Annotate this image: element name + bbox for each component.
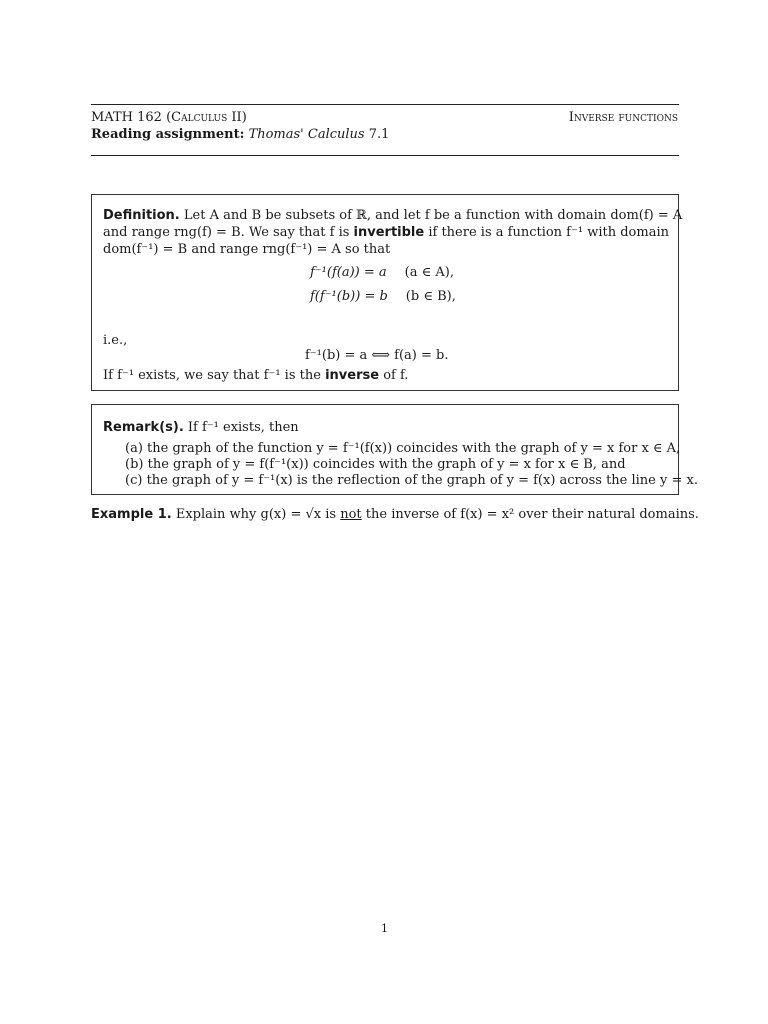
page-number: 1 — [381, 922, 388, 935]
definition-line-3: dom(f⁻¹) = B and range rng(f⁻¹) = A so that — [103, 242, 391, 257]
remark-box — [91, 404, 698, 495]
equation-3: f⁻¹(b) = a ⟺ f(a) = b. — [305, 348, 449, 363]
header-top-rule — [91, 104, 679, 105]
remark-item-b: (b) the graph of y = f(f⁻¹(x)) coincides with the graph of y = x for x ∈ B, and — [125, 457, 626, 472]
definition-box — [91, 194, 683, 391]
reading-assignment: Reading assignment: Thomas' Calculus 7.1 — [91, 127, 390, 142]
equation-1: f⁻¹(f(a)) = a (a ∈ A), — [310, 265, 454, 280]
invertible-term: invertible — [353, 225, 425, 240]
remark-label: Remark(s). — [103, 420, 184, 435]
topic-title: Inverse functions — [568, 110, 678, 125]
remark-intro: Remark(s). If f⁻¹ exists, then — [103, 420, 299, 435]
header-bottom-rule — [91, 155, 679, 156]
not-underlined: not — [340, 507, 362, 522]
ie-text: i.e., — [103, 333, 128, 348]
inverse-term: inverse — [325, 368, 380, 383]
example-1: Example 1. Explain why g(x) = √x is not the inverse of f(x) = x² over their natural domains. — [91, 507, 699, 522]
equation-2: f(f⁻¹(b)) = b (b ∈ B), — [310, 289, 456, 304]
definition-line-1: Definition. Let A and B be subsets of ℝ, and let f be a function with domain dom(f) = A — [103, 208, 683, 223]
definition-line-2: and range rng(f) = B. We say that f is invertible if there is a function f⁻¹ with domain — [103, 225, 669, 240]
course-title: MATH 162 (Calculus II) — [91, 110, 247, 125]
definition-last-line: If f⁻¹ exists, we say that f⁻¹ is the inverse of f. — [103, 368, 409, 383]
example-label: Example 1. — [91, 507, 172, 522]
remark-item-c: (c) the graph of y = f⁻¹(x) is the reflection of the graph of y = f(x) across the line y = x. — [125, 473, 698, 488]
definition-label: Definition. — [103, 208, 180, 223]
remark-item-a: (a) the graph of the function y = f⁻¹(f(x)) coincides with the graph of y = x for x ∈ A, — [125, 441, 681, 456]
